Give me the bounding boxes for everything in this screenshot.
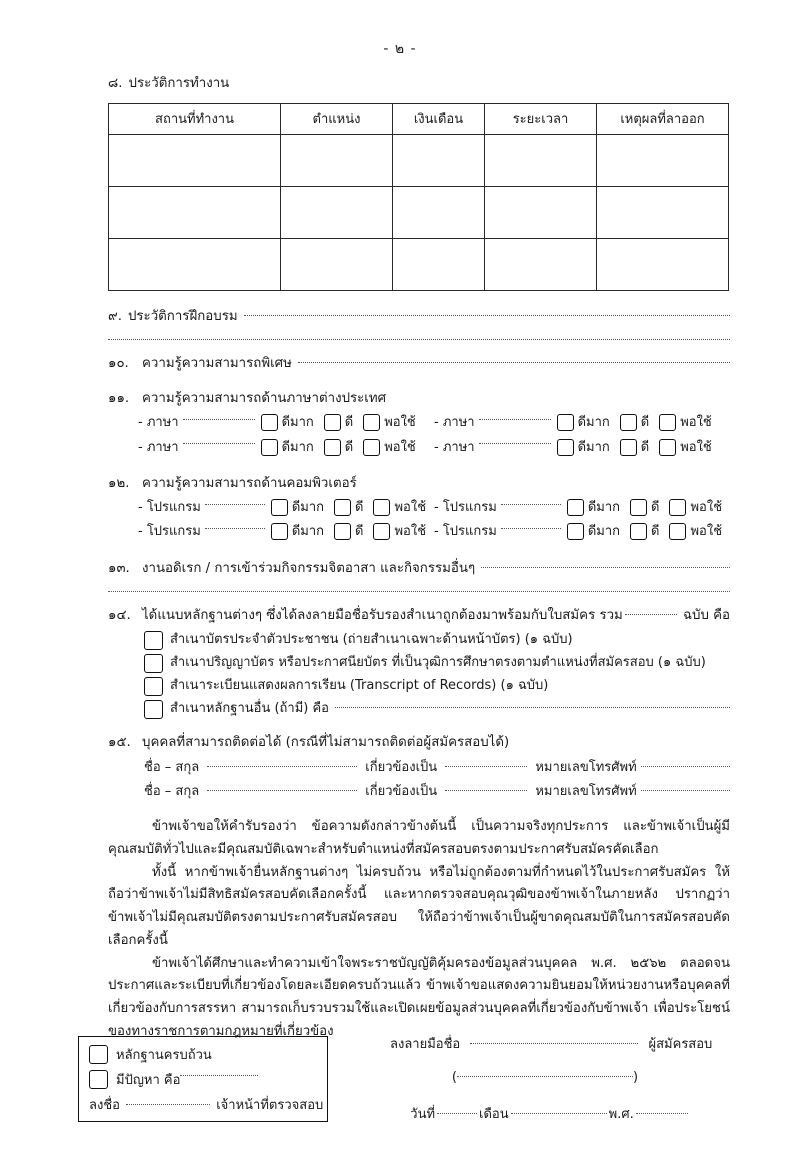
hobbies-input-line-1[interactable] (481, 567, 730, 568)
cell-reason[interactable] (597, 238, 729, 290)
contact-name-label: ชื่อ – สกุล (144, 760, 200, 775)
declaration-paragraph-1: ข้าพเจ้าขอให้คำรับรองว่า ข้อความดังกล่าวข้างต้นนี้ เป็นความจริงทุกประการ และข้าพเจ้าเป็นผู้มีคุณสมบัติทั่วไปและมีคุณสมบัติเฉพาะสำหรับตำแหน่งที่สมัครสอบตรงตามประกาศรับสมัครคัดเลือก (108, 819, 730, 857)
attachments-title-after: ฉบับ คือ (682, 608, 730, 624)
section-hobbies (108, 559, 730, 593)
declaration-paragraph-2: ทั้งนี้ หากข้าพเจ้ายื่นหลักฐานต่างๆ ไม่ครบถ้วน หรือไม่ถูกต้องตามที่กำหนดไว้ในประกาศรับสมัคร ให้ถือว่าข้าพเจ้าไม่มีสิทธิสมัครสอบคัดเลือกครั้งนี้ และหากตรวจสอบคุณวุฒิของข้าพเจ้าในภายหลัง ปรากฏว่า ข้าพเจ้าไม่มีคุณสมบัติตรงตามประกาศรับสมัครสอบ ให้ถือว่าข้าพเจ้าเป็นผู้ขาดคุณสมบัติในการสมัครสอบคัดเลือกครั้งนี้ (108, 864, 730, 948)
language-level-excellent[interactable] (557, 438, 610, 458)
contact-name-input[interactable] (207, 790, 357, 791)
contact-name-label: ชื่อ – สกุล (144, 784, 200, 800)
checkbox-icon[interactable] (373, 523, 390, 540)
cell-reason[interactable] (597, 134, 729, 186)
computer-row-1 (138, 498, 730, 518)
hobbies-number: ๑๓. (108, 560, 130, 576)
computer-entry-left (138, 498, 434, 518)
contact-title: บุคคลที่สามารถติดต่อได้ (กรณีที่ไม่สามารถติดต่อผู้สมัครสอบได้) (142, 735, 510, 751)
checkbox-icon[interactable] (567, 523, 584, 540)
computer-level-label: พอใช้ (394, 524, 427, 540)
contact-phone-input[interactable] (641, 766, 730, 767)
section-work-history (108, 74, 730, 95)
cell-duration[interactable] (485, 238, 597, 290)
date-line (390, 1103, 730, 1124)
contact-heading (108, 733, 730, 754)
computer-level-label: พอใช้ (690, 500, 723, 516)
language-level-good[interactable] (324, 413, 353, 433)
computer-level-fair[interactable] (669, 498, 722, 518)
officer-option-complete[interactable] (89, 1044, 317, 1065)
computer-number: ๑๒. (108, 475, 130, 491)
section-training (108, 307, 730, 341)
computer-level-excellent[interactable] (271, 522, 324, 542)
checkbox-icon[interactable] (669, 523, 686, 540)
language-level-fair[interactable] (659, 413, 712, 433)
language-name-input[interactable] (183, 443, 255, 444)
column-header-reason: เหตุผลที่ลาออก (597, 103, 729, 134)
officer-option-problem[interactable] (89, 1069, 317, 1090)
checkbox-icon[interactable] (271, 499, 288, 516)
attachment-other-input[interactable] (335, 707, 730, 708)
printed-name-input[interactable] (457, 1076, 633, 1077)
program-name-input[interactable] (501, 504, 561, 505)
date-day-label: วันที่ (410, 1107, 436, 1122)
section-language (108, 389, 730, 458)
attachment-item-other[interactable] (144, 699, 730, 719)
language-name-input[interactable] (479, 419, 551, 420)
language-level-label: ดีมาก (577, 439, 610, 455)
language-level-label: ดีมาก (281, 439, 314, 455)
checkbox-icon[interactable] (144, 700, 163, 719)
work-history-number: ๘. (108, 76, 123, 91)
cell-workplace[interactable] (109, 186, 281, 238)
language-label: - ภาษา (434, 415, 475, 431)
officer-option-problem-label: มีปัญหา คือ (116, 1073, 181, 1088)
computer-level-label: ดี (651, 524, 660, 540)
section-contact (108, 733, 730, 802)
language-level-label: ดีมาก (281, 415, 314, 431)
officer-sign-role: เจ้าหน้าที่ตรวจสอบ (216, 1098, 324, 1113)
computer-entry-left (138, 522, 434, 542)
checkbox-icon[interactable] (567, 499, 584, 516)
language-level-fair[interactable] (363, 413, 416, 433)
language-name-input[interactable] (183, 419, 255, 420)
language-heading (108, 389, 730, 410)
training-heading (108, 307, 730, 328)
computer-level-label: ดีมาก (587, 500, 621, 516)
work-history-heading (108, 74, 730, 95)
checkbox-icon[interactable] (334, 499, 351, 516)
cell-reason[interactable] (597, 186, 729, 238)
checkbox-icon[interactable] (620, 439, 637, 456)
cell-workplace[interactable] (109, 238, 281, 290)
computer-level-fair[interactable] (373, 498, 426, 518)
language-level-label: ดี (344, 415, 354, 431)
cell-duration[interactable] (485, 186, 597, 238)
language-level-label: พอใช้ (384, 439, 416, 455)
language-entry-left (138, 413, 434, 433)
language-level-excellent[interactable] (261, 413, 314, 433)
contact-row-1 (144, 758, 730, 778)
column-header-position: ตำแหน่ง (281, 103, 393, 134)
date-month-input[interactable] (511, 1113, 607, 1114)
checkbox-icon[interactable] (324, 414, 341, 431)
attachment-label: สำเนาหลักฐานอื่น (ถ้ามี) คือ (170, 701, 329, 717)
section-attachments (108, 606, 730, 719)
computer-level-excellent[interactable] (567, 498, 620, 518)
hobbies-heading (108, 559, 730, 580)
cell-position[interactable] (281, 238, 393, 290)
language-title: ความรู้ความสามารถด้านภาษาต่างประเทศ (142, 390, 387, 406)
cell-position[interactable] (281, 134, 393, 186)
language-level-fair[interactable] (659, 438, 712, 458)
computer-level-good[interactable] (334, 498, 363, 518)
computer-level-label: พอใช้ (690, 524, 723, 540)
table-row[interactable] (109, 134, 729, 186)
special-skills-number: ๑๐. (108, 356, 129, 372)
contact-relation-label: เกี่ยวข้องเป็น (365, 784, 438, 800)
program-label: - โปรแกรม (138, 524, 201, 540)
checkbox-icon[interactable] (144, 631, 163, 650)
officer-signature-line (89, 1094, 324, 1115)
special-skills-input-line[interactable] (298, 362, 730, 363)
officer-sign-label: ลงชื่อ (89, 1098, 120, 1113)
language-number: ๑๑. (108, 390, 130, 406)
language-level-label: ดีมาก (577, 415, 610, 431)
language-label: - ภาษา (138, 415, 179, 431)
cell-salary[interactable] (393, 134, 485, 186)
cell-workplace[interactable] (109, 134, 281, 186)
checkbox-icon[interactable] (659, 414, 676, 431)
signature-line (390, 1033, 730, 1054)
checkbox-icon[interactable] (89, 1070, 108, 1089)
language-level-good[interactable] (324, 438, 353, 458)
contact-phone-label: หมายเลขโทรศัพท์ (535, 784, 637, 800)
special-skills-heading (108, 354, 730, 375)
cell-position[interactable] (281, 186, 393, 238)
contact-phone-label: หมายเลขโทรศัพท์ (535, 760, 637, 775)
contact-relation-label: เกี่ยวข้องเป็น (365, 760, 438, 775)
paren-close: ) (633, 1070, 639, 1085)
checkbox-icon[interactable] (363, 439, 380, 456)
column-header-duration: ระยะเวลา (485, 103, 597, 134)
computer-entry-right (434, 522, 730, 542)
checkbox-icon[interactable] (557, 439, 574, 456)
attachments-heading (108, 606, 730, 627)
program-label: - โปรแกรม (434, 524, 497, 540)
contact-relation-input[interactable] (445, 790, 527, 791)
training-number: ๙. (108, 308, 122, 324)
page-number: - ๒ - (383, 41, 417, 57)
form-footer (0, 1033, 800, 1153)
computer-level-label: ดี (355, 524, 364, 540)
training-title: ประวัติการฝึกอบรม (127, 308, 238, 324)
contact-row-2 (144, 782, 730, 802)
table-header-row (109, 103, 729, 134)
checkbox-icon[interactable] (261, 439, 278, 456)
work-history-title: ประวัติการทำงาน (128, 76, 230, 91)
language-row-2 (138, 438, 730, 458)
contact-relation-input[interactable] (445, 766, 527, 767)
program-label: - โปรแกรม (138, 500, 201, 516)
computer-heading (108, 474, 730, 495)
language-level-label: ดี (640, 415, 650, 431)
checkbox-icon[interactable] (271, 523, 288, 540)
computer-level-label: พอใช้ (394, 500, 427, 516)
language-label: - ภาษา (138, 439, 179, 455)
language-level-label: ดี (344, 439, 354, 455)
computer-level-label: ดีมาก (291, 500, 325, 516)
computer-level-fair[interactable] (669, 522, 722, 542)
hobbies-input-line-2[interactable] (108, 591, 730, 592)
language-entry-left (138, 438, 434, 458)
computer-level-excellent[interactable] (567, 522, 620, 542)
attachments-count-input[interactable] (625, 614, 677, 615)
work-history-table (108, 103, 729, 291)
computer-level-label: ดีมาก (587, 524, 621, 540)
language-level-label: พอใช้ (680, 439, 712, 455)
language-level-fair[interactable] (363, 438, 416, 458)
attachment-item-transcript[interactable] (144, 676, 730, 696)
section-computer (108, 474, 730, 543)
language-level-excellent[interactable] (557, 413, 610, 433)
checkbox-icon[interactable] (659, 439, 676, 456)
program-name-input[interactable] (205, 528, 265, 529)
paren-open: ( (451, 1070, 457, 1085)
declaration-paragraph-3: ข้าพเจ้าได้ศึกษาและทำความเข้าใจพระราชบัญญัติคุ้มครองข้อมูลส่วนบุคคล พ.ศ. ๒๕๖๒ ตลอดจนประกาศและระเบียบที่เกี่ยวข้องโดยละเอียดครบถ้วนแล้ว ข้าพเจ้าขอแสดงความยินยอมให้หน่วยงานหรือบุคคลที่เกี่ยวข้องกับการสรรหา สามารถเก็บรวบรวมใช้และเปิดเผยข้อมูลส่วนบุคคลที่เกี่ยวข้องกับข้าพเจ้า เพื่อประโยชน์ของทางราชการตามกฎหมายที่เกี่ยวข้อง (108, 955, 730, 1039)
computer-level-good[interactable] (334, 522, 363, 542)
attachments-title-before: ได้แนบหลักฐานต่างๆ ซึ่งได้ลงลายมือชื่อรับรองสำเนาถูกต้องมาพร้อมกับใบสมัคร รวม (142, 608, 623, 624)
signature-role: ผู้สมัครสอบ (648, 1037, 713, 1052)
checkbox-icon[interactable] (630, 523, 647, 540)
language-name-input[interactable] (479, 443, 551, 444)
computer-level-excellent[interactable] (271, 498, 324, 518)
language-level-good[interactable] (620, 413, 649, 433)
printed-name-line (390, 1070, 730, 1085)
date-year-label: พ.ศ. (608, 1107, 634, 1122)
program-name-input[interactable] (205, 504, 265, 505)
signature-input[interactable] (470, 1043, 638, 1044)
computer-level-label: ดีมาก (291, 524, 325, 540)
program-label: - โปรแกรม (434, 500, 497, 516)
table-row[interactable] (109, 238, 729, 290)
hobbies-title: งานอดิเรก / การเข้าร่วมกิจกรรมจิตอาสา และกิจกรรมอื่นๆ (142, 560, 476, 576)
attachment-item-degree[interactable] (144, 653, 730, 673)
checkbox-icon[interactable] (324, 439, 341, 456)
officer-problem-input[interactable] (180, 1075, 258, 1076)
computer-level-good[interactable] (630, 522, 659, 542)
date-year-input[interactable] (636, 1113, 688, 1114)
application-form-page (0, 38, 800, 1170)
language-label: - ภาษา (434, 439, 475, 455)
checkbox-icon[interactable] (144, 654, 163, 673)
training-input-line-2[interactable] (108, 339, 730, 340)
checkbox-icon[interactable] (334, 523, 351, 540)
cell-salary[interactable] (393, 186, 485, 238)
checkbox-icon[interactable] (557, 414, 574, 431)
attachments-number: ๑๔. (108, 608, 131, 624)
training-input-line-1[interactable] (244, 315, 730, 316)
table-row[interactable] (109, 186, 729, 238)
cell-duration[interactable] (485, 134, 597, 186)
checkbox-icon[interactable] (89, 1045, 108, 1064)
date-month-label: เดือน (479, 1107, 509, 1122)
language-level-good[interactable] (620, 438, 649, 458)
language-level-label: พอใช้ (384, 415, 416, 431)
checkbox-icon[interactable] (373, 499, 390, 516)
program-name-input[interactable] (501, 528, 561, 529)
checkbox-icon[interactable] (620, 414, 637, 431)
work-history-table-wrapper (108, 103, 764, 291)
checkbox-icon[interactable] (363, 414, 380, 431)
computer-level-fair[interactable] (373, 522, 426, 542)
attachment-label: สำเนาบัตรประจำตัวประชาชน (ถ่ายสำเนาเฉพาะด้านหน้าบัตร) (๑ ฉบับ) (170, 631, 573, 647)
contact-name-input[interactable] (207, 766, 357, 767)
contact-phone-input[interactable] (641, 790, 730, 791)
language-entry-right (434, 413, 730, 433)
signature-label: ลงลายมือชื่อ (390, 1037, 461, 1052)
language-entry-right (434, 438, 730, 458)
computer-level-good[interactable] (630, 498, 659, 518)
special-skills-title: ความรู้ความสามารถพิเศษ (142, 356, 292, 372)
contact-number: ๑๕. (108, 735, 131, 751)
language-level-excellent[interactable] (261, 438, 314, 458)
checkbox-icon[interactable] (261, 414, 278, 431)
computer-title: ความรู้ความสามารถด้านคอมพิวเตอร์ (142, 475, 357, 491)
checkbox-icon[interactable] (144, 677, 163, 696)
language-level-label: พอใช้ (680, 415, 712, 431)
section-special-skills (108, 354, 730, 375)
computer-row-2 (138, 522, 730, 542)
checkbox-icon[interactable] (669, 499, 686, 516)
officer-verification-box (78, 1036, 328, 1122)
declaration-block (108, 816, 730, 1043)
language-level-label: ดี (640, 439, 650, 455)
attachment-label: สำเนาปริญญาบัตร หรือประกาศนียบัตร ที่เป็นวุฒิการศึกษาตรงตามตำแหน่งที่สมัครสอบ (๑ ฉบับ) (170, 654, 706, 670)
officer-signature-input[interactable] (126, 1104, 210, 1105)
attachment-item-id-card[interactable] (144, 630, 730, 650)
language-row-1 (138, 413, 730, 433)
computer-entry-right (434, 498, 730, 518)
applicant-signature-area (390, 1033, 730, 1124)
date-day-input[interactable] (437, 1113, 477, 1114)
column-header-salary: เงินเดือน (393, 103, 485, 134)
officer-option-complete-label: หลักฐานครบถ้วน (116, 1048, 212, 1063)
cell-salary[interactable] (393, 238, 485, 290)
attachment-label: สำเนาระเบียนแสดงผลการเรียน (Transcript of Records) (๑ ฉบับ) (170, 678, 549, 694)
computer-level-label: ดี (355, 500, 364, 516)
checkbox-icon[interactable] (630, 499, 647, 516)
computer-level-label: ดี (651, 500, 660, 516)
column-header-workplace: สถานที่ทำงาน (109, 103, 281, 134)
